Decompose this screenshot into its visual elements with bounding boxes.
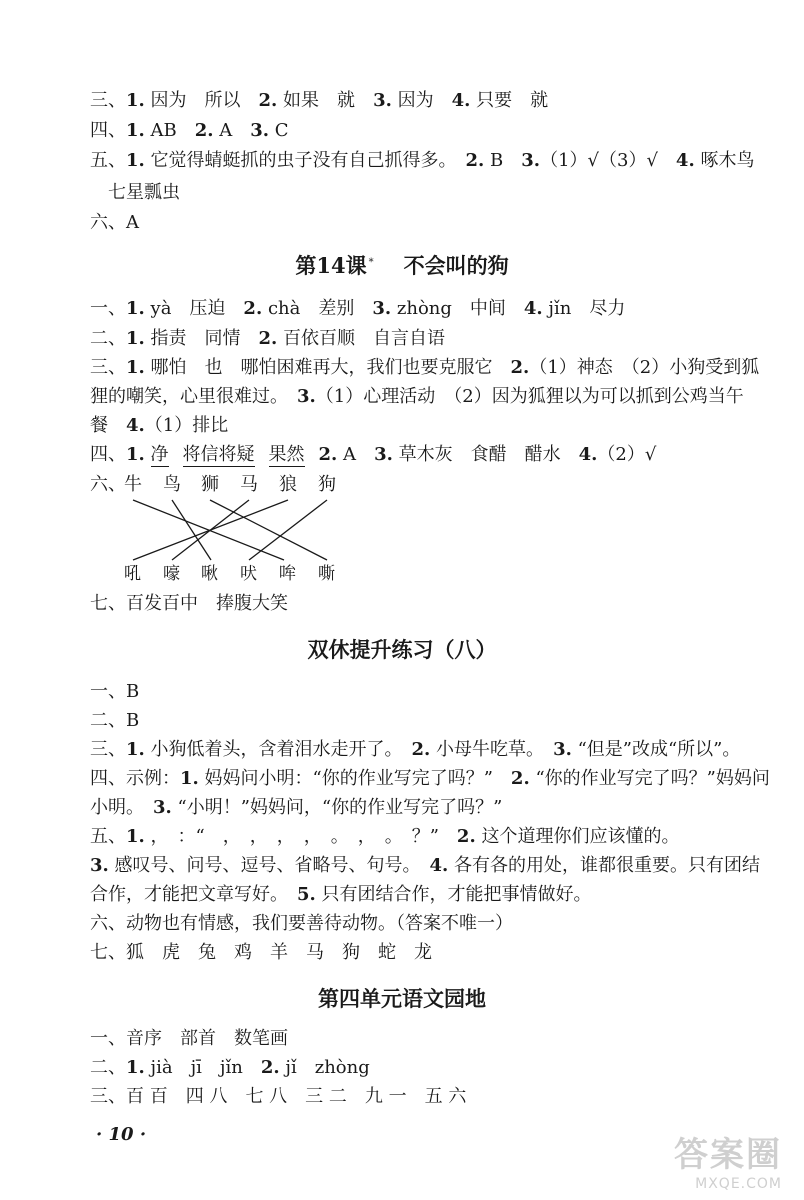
section-title: 双休提升练习（八） — [307, 637, 497, 662]
sound-word: 嚎 — [163, 564, 180, 584]
match-line — [172, 500, 211, 560]
page-number: · 10 · — [96, 1124, 147, 1145]
answer-line: 三、1. 哪怕 也 哪怕困难再大，我们也要克服它 2.（1）神态 （2）小狗受到狐 — [90, 357, 760, 378]
answer-line: 三、1. 小狗低着头，含着泪水走开了。 2. 小母牛吃草。 3. “但是”改成“所以”。 — [90, 739, 741, 760]
answer-line: 3. 感叹号、问号、逗号、省略号、句号。 4. 各有各的用处，谁都很重要。只有团结 — [90, 855, 761, 876]
lesson-title: 第14课 * 不会叫的狗 — [295, 253, 509, 278]
answer-line: 七星瓢虫 — [108, 182, 180, 203]
watermark-logo: 答案圈 MXQE.COM — [674, 1135, 782, 1192]
answer-line: 一、B — [90, 681, 140, 702]
answer-line: 小明。 3. “小明！”妈妈问，“你的作业写完了吗？” — [90, 797, 503, 818]
answer-line: 一、音序 部首 数笔画 — [90, 1028, 288, 1049]
animal-word: 鸟 — [163, 474, 181, 495]
answer-line: 四、1. 净 将信将疑 果然 2. A 3. 草木灰 食醋 醋水 4.（2）√ — [90, 444, 657, 465]
sound-word: 啾 — [201, 564, 218, 584]
answer-line: 餐 4.（1）排比 — [90, 415, 229, 436]
matching-prefix: 六、 — [90, 474, 126, 495]
answer-line: 一、1. yà 压迫 2. chà 差别 3. zhòng 中间 4. jǐn 尽力 — [90, 298, 626, 319]
answer-line: 五、1. ， ：“ ， ， ， ， 。 ， 。 ？” 2. 这个道理你们应该懂的。 — [90, 826, 680, 847]
answer-line: 六、A — [90, 212, 139, 233]
answer-line: 二、1. jià jī jǐn 2. jǐ zhòng — [90, 1057, 370, 1078]
answer-line: 七、狐 虎 兔 鸡 羊 马 狗 蛇 龙 — [90, 942, 432, 963]
animal-word: 狗 — [318, 474, 336, 495]
answer-line: 五、1. 它觉得蜻蜓抓的虫子没有自己抓得多。 2. B 3.（1）√（3）√ 4. 啄木鸟 — [90, 150, 755, 171]
sound-word: 吠 — [240, 564, 257, 584]
animal-word: 狼 — [279, 474, 297, 495]
answer-line: 二、1. 指责 同情 2. 百依百顺 自言自语 — [90, 328, 446, 349]
sound-word: 吼 — [124, 564, 141, 584]
answer-line: 三、1. 因为 所以 2. 如果 就 3. 因为 4. 只要 就 — [90, 90, 549, 111]
match-line — [210, 500, 327, 560]
section-title: 第四单元语文园地 — [318, 986, 486, 1011]
answer-line: 三、百 百 四 八 七 八 三 二 九 一 五 六 — [90, 1086, 467, 1107]
answer-line: 四、示例：1. 妈妈问小明：“你的作业写完了吗？” 2. “你的作业写完了吗？”妈妈问 — [90, 768, 770, 789]
answer-line: 七、百发百中 捧腹大笑 — [90, 593, 288, 614]
answer-line: 狸的嘲笑，心里很难过。 3.（1）心理活动 （2）因为狐狸以为可以抓到公鸡当午 — [90, 386, 744, 407]
underlined-word: 净 — [150, 444, 169, 465]
answer-line: 二、B — [90, 710, 140, 731]
answer-line: 六、动物也有情感，我们要善待动物。（答案不唯一） — [90, 913, 513, 934]
match-line — [249, 500, 327, 560]
answer-line: 合作，才能把文章写好。 5. 只有团结合作，才能把事情做好。 — [90, 884, 592, 905]
underlined-word: 将信将疑 — [182, 444, 255, 465]
sound-word: 嘶 — [318, 564, 335, 584]
underlined-word: 果然 — [268, 444, 305, 465]
answer-line: 四、1. AB 2. A 3. C — [90, 120, 289, 141]
animal-word: 狮 — [201, 474, 219, 495]
animal-word: 牛 — [124, 474, 142, 495]
animal-word: 马 — [240, 474, 258, 495]
sound-word: 哞 — [279, 564, 296, 584]
